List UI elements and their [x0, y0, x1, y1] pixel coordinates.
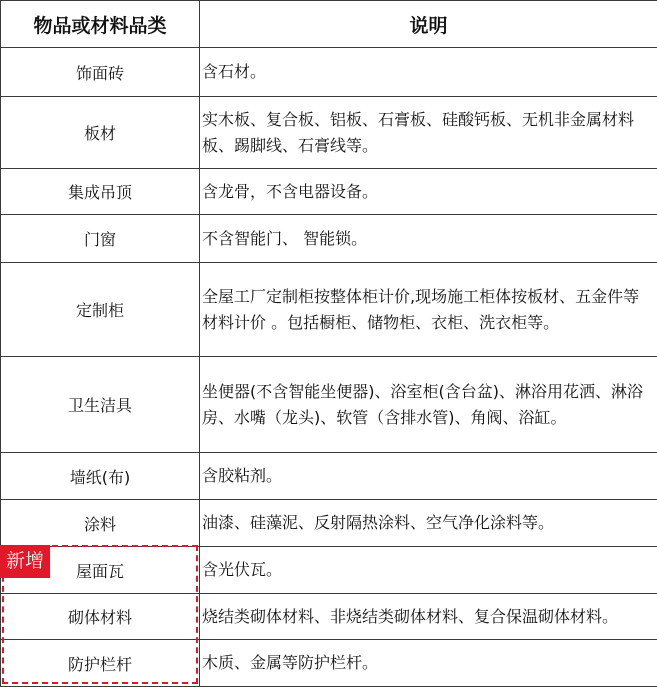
row-description: 油漆、硅藻泥、反射隔热涂料、空气净化涂料等。 — [200, 500, 657, 547]
row-category: 涂料 — [1, 500, 200, 547]
table-row — [1, 97, 657, 169]
row-description: 含光伏瓦。 — [200, 547, 657, 594]
table-row — [1, 594, 657, 640]
row-description: 木质、金属等防护栏杆。 — [200, 640, 657, 687]
row-category: 集成吊顶 — [1, 169, 200, 215]
row-category: 防护栏杆 — [1, 640, 200, 687]
row-description: 全屋工厂定制柜按整体柜计价,现场施工柜体按板材、五金件等材料计价 。包括橱柜、储物柜、衣柜、洗衣柜等。 — [200, 263, 657, 357]
table-row — [1, 547, 657, 594]
table-row — [1, 48, 657, 97]
row-category: 墙纸(布) — [1, 453, 200, 500]
row-description: 烧结类砌体材料、非烧结类砌体材料、复合保温砌体材料。 — [200, 594, 657, 640]
table-header-row — [1, 1, 657, 48]
row-category: 门窗 — [1, 215, 200, 263]
table-row — [1, 169, 657, 215]
row-category: 饰面砖 — [1, 48, 200, 97]
row-description: 含胶粘剂。 — [200, 453, 657, 500]
row-description: 实木板、复合板、铝板、石膏板、硅酸钙板、无机非金属材料板、踢脚线、石膏线等。 — [200, 97, 657, 169]
header-description: 说明 — [200, 1, 657, 48]
row-description: 不含智能门、 智能锁。 — [200, 215, 657, 263]
table-row — [1, 500, 657, 547]
row-category: 板材 — [1, 97, 200, 169]
row-description: 含石材。 — [200, 48, 657, 97]
row-description: 含龙骨，不含电器设备。 — [200, 169, 657, 215]
row-category: 砌体材料 — [1, 594, 200, 640]
row-category: 定制柜 — [1, 263, 200, 357]
row-description: 坐便器(不含智能坐便器)、浴室柜(含台盆)、淋浴用花洒、淋浴房、水嘴（龙头)、软管（含排水管)、角阀、浴缸。 — [200, 357, 657, 453]
table-row — [1, 453, 657, 500]
row-category: 屋面瓦 — [1, 547, 200, 594]
new-badge: 新增 — [0, 545, 50, 578]
table-row — [1, 263, 657, 357]
header-category: 物品或材料品类 — [1, 1, 200, 48]
table-row — [1, 357, 657, 453]
table-row — [1, 215, 657, 263]
table-row — [1, 640, 657, 687]
row-category: 卫生洁具 — [1, 357, 200, 453]
